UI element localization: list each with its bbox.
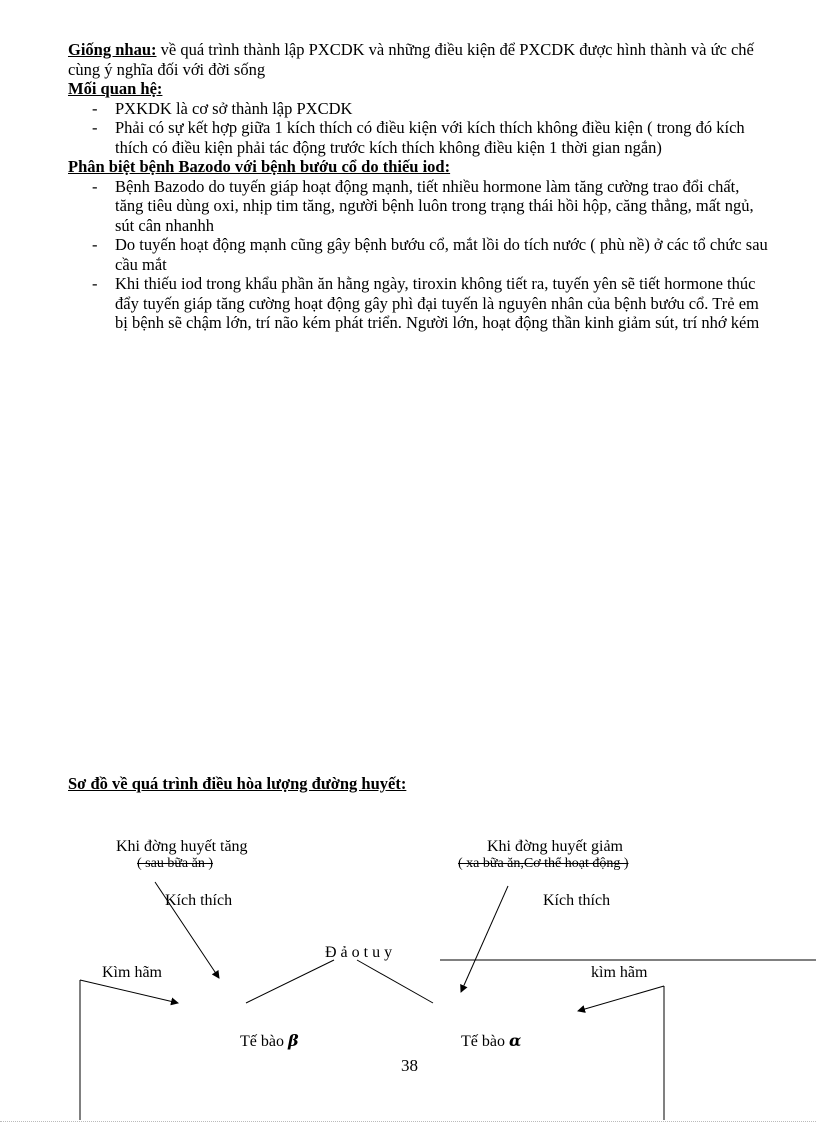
distinction-item: - Khi thiếu iod trong khẩu phần ăn hằng ngày, tiroxin không tiết ra, tuyến yên sẽ tiết hormone thúc đẩy tuyến giáp tăng cường hoạt động gây phì đại tuyến là nguyên nhân của bệnh bướu cổ. Trẻ em bị bệnh sẽ chậm lớn, trí não kém phát triển. Người lớn, hoạt động thần kinh giảm sút, trí nhớ kém bbox=[115, 274, 768, 333]
relation-heading: Mối quan hệ: bbox=[68, 79, 163, 98]
similarity-heading: Giống nhau: bbox=[68, 40, 157, 59]
beta-cell-text: Tế bào bbox=[240, 1033, 284, 1050]
left-condition-label: Khi đờng huyết tăng bbox=[116, 838, 248, 855]
right-inhibit-label: kìm hãm bbox=[591, 964, 648, 981]
similarity-text: về quá trình thành lập PXCDK và những điều kiện để PXCDK được hình thành và ức chế cùng ý nghĩa đối với đời sống bbox=[68, 40, 754, 79]
distinction-heading: Phân biệt bệnh Bazodo với bệnh bướu cổ do thiếu iod: bbox=[68, 157, 451, 176]
left-inhibit-arrow bbox=[80, 980, 178, 1003]
right-stimulate-arrow bbox=[461, 886, 508, 992]
right-condition-label: Khi đờng huyết giảm bbox=[487, 838, 623, 855]
left-inhibit-label: Kìm hãm bbox=[102, 964, 162, 981]
relation-item: - Phải có sự kết hợp giữa 1 kích thích có điều kiện với kích thích không điều kiện ( trong đó kích thích có điều kiện phải tác động trước kích thích không điều kiện 1 thời gian ngắn) bbox=[115, 118, 768, 157]
page-number: 38 bbox=[401, 1056, 418, 1075]
branch-to-alpha bbox=[357, 960, 433, 1003]
right-inhibit-arrow bbox=[578, 986, 664, 1011]
page-bottom-divider bbox=[0, 1121, 816, 1122]
left-condition-sub: ( sau bữa ăn ) bbox=[137, 856, 214, 871]
relation-item: - PXKDK là cơ sở thành lập PXCDK bbox=[115, 99, 768, 119]
left-stimulate-label: Kích thích bbox=[165, 892, 233, 909]
branch-to-beta bbox=[246, 960, 334, 1003]
right-stimulate-label: Kích thích bbox=[543, 892, 611, 909]
left-stimulate-arrow bbox=[155, 882, 219, 978]
distinction-item: - Do tuyến hoạt động mạnh cũng gây bệnh bướu cổ, mắt lồi do tích nước ( phù nề) ở các tổ chức sau cầu mắt bbox=[115, 235, 768, 274]
alpha-cell-text: Tế bào bbox=[461, 1033, 505, 1050]
distinction-item: - Bệnh Bazodo do tuyến giáp hoạt động mạnh, tiết nhiều hormone làm tăng cường trao đổi chất, tăng tiêu dùng oxi, nhịp tim tăng, người bệnh luôn trong trạng thái hồi hộp, căng thẳng, mất ngủ, sút cân nhanhh bbox=[115, 177, 768, 236]
diagram-heading: Sơ đồ về quá trình điều hòa lượng đường huyết: bbox=[68, 774, 407, 793]
beta-symbol: β bbox=[287, 1031, 299, 1050]
alpha-symbol: α bbox=[508, 1031, 522, 1050]
right-condition-sub: ( xa bữa ăn,Cơ thể hoạt động ) bbox=[458, 856, 629, 871]
pancreas-label: Đ ả o t u y bbox=[325, 944, 393, 961]
